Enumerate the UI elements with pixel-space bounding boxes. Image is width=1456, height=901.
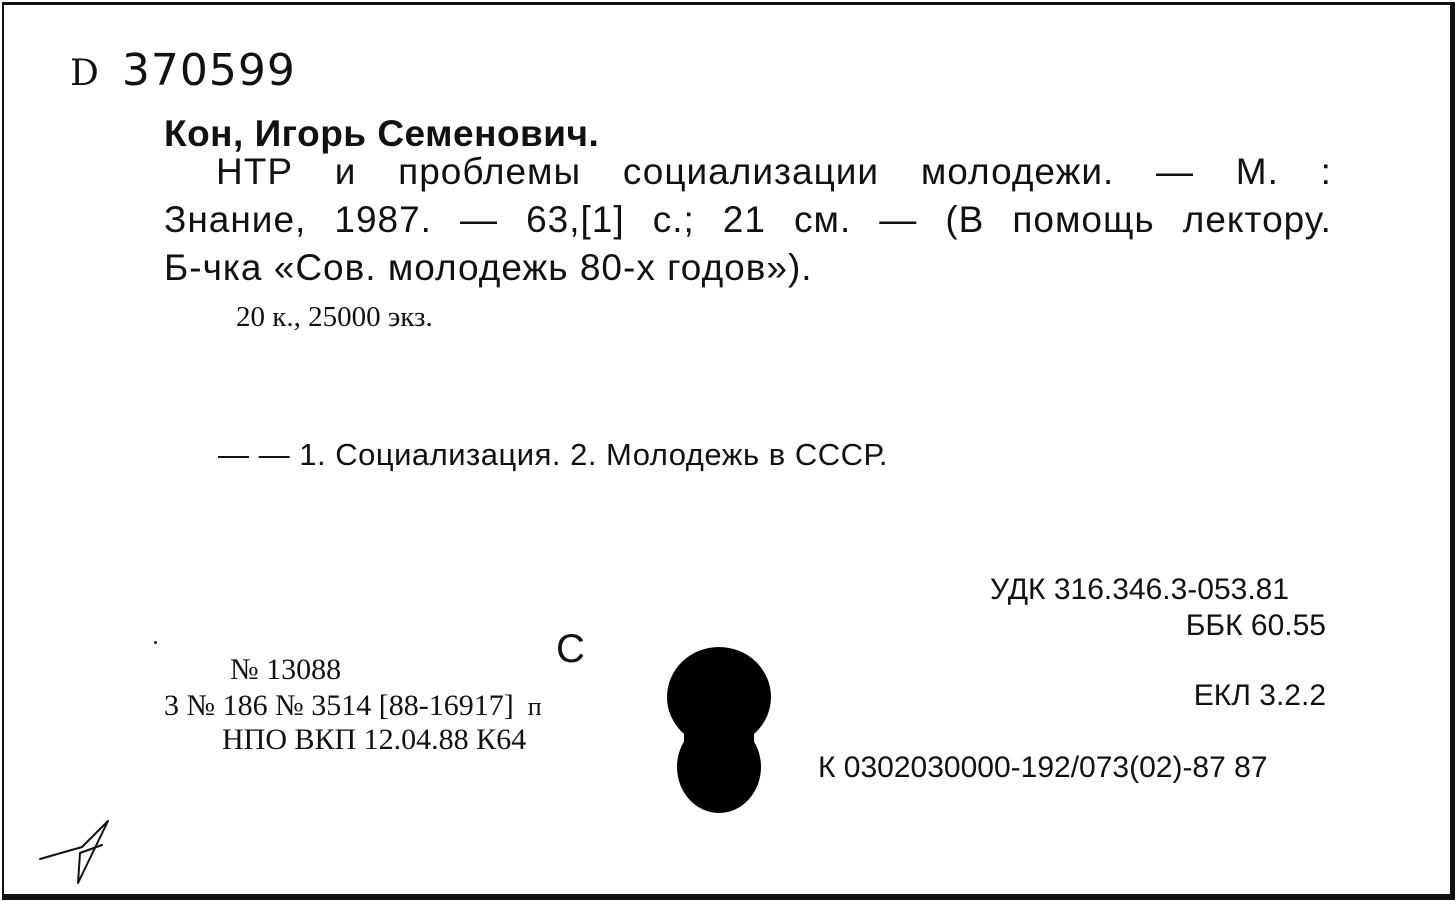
publisher-line: НПО ВКП 12.04.88 К64 xyxy=(222,723,527,756)
letter-mark: С xyxy=(556,627,585,671)
inventory-digits: 370599 xyxy=(121,45,296,96)
word: 1987. xyxy=(334,199,432,240)
inventory-prefix: D xyxy=(70,53,100,94)
bbk-index: ББК 60.55 xyxy=(1185,609,1326,642)
word: Знание, xyxy=(164,199,307,240)
word: молодежи. xyxy=(920,151,1115,192)
order-line xyxy=(164,689,542,723)
catalog-card xyxy=(2,2,1455,900)
inventory-number xyxy=(70,45,296,96)
author-heading: Кон, Игорь Семенович. xyxy=(164,113,600,154)
record-number: № 13088 xyxy=(230,653,342,686)
word: и xyxy=(334,151,357,192)
word: (В xyxy=(945,199,985,240)
ekl-index: ЕКЛ 3.2.2 xyxy=(1193,679,1326,712)
k-code: К 0302030000-192/073(02)-87 87 xyxy=(818,751,1268,784)
word: — xyxy=(460,199,499,240)
subject-headings: — — 1. Социализация. 2. Молодежь в СССР. xyxy=(218,437,888,472)
word: : xyxy=(1320,151,1332,192)
word: с.; xyxy=(652,199,695,240)
order-suffix: п xyxy=(527,692,542,721)
punch-hole-mark xyxy=(664,645,774,817)
word: проблемы xyxy=(398,151,582,192)
word: М. xyxy=(1235,151,1279,192)
word: — xyxy=(1156,151,1195,192)
title-line-2 xyxy=(164,199,1332,241)
word: социализации xyxy=(622,151,880,192)
word: см. xyxy=(794,199,852,240)
series-line: Б-чка «Сов. молодежь 80-х годов»). xyxy=(164,247,813,288)
word: НТР xyxy=(216,151,293,192)
handwritten-mark xyxy=(38,817,118,887)
udk-index: УДК 316.346.3-053.81 xyxy=(990,573,1290,606)
price-and-print-run: 20 к., 25000 экз. xyxy=(236,301,433,333)
word: помощь xyxy=(1012,199,1155,240)
order-numbers: 3 № 186 № 3514 [88-16917] xyxy=(164,689,514,722)
speck xyxy=(154,641,157,644)
word: 21 xyxy=(722,199,766,240)
word: 63,[1] xyxy=(526,199,625,240)
word: — xyxy=(879,199,918,240)
word: лектору. xyxy=(1182,199,1332,240)
title-line-1 xyxy=(216,151,1332,193)
